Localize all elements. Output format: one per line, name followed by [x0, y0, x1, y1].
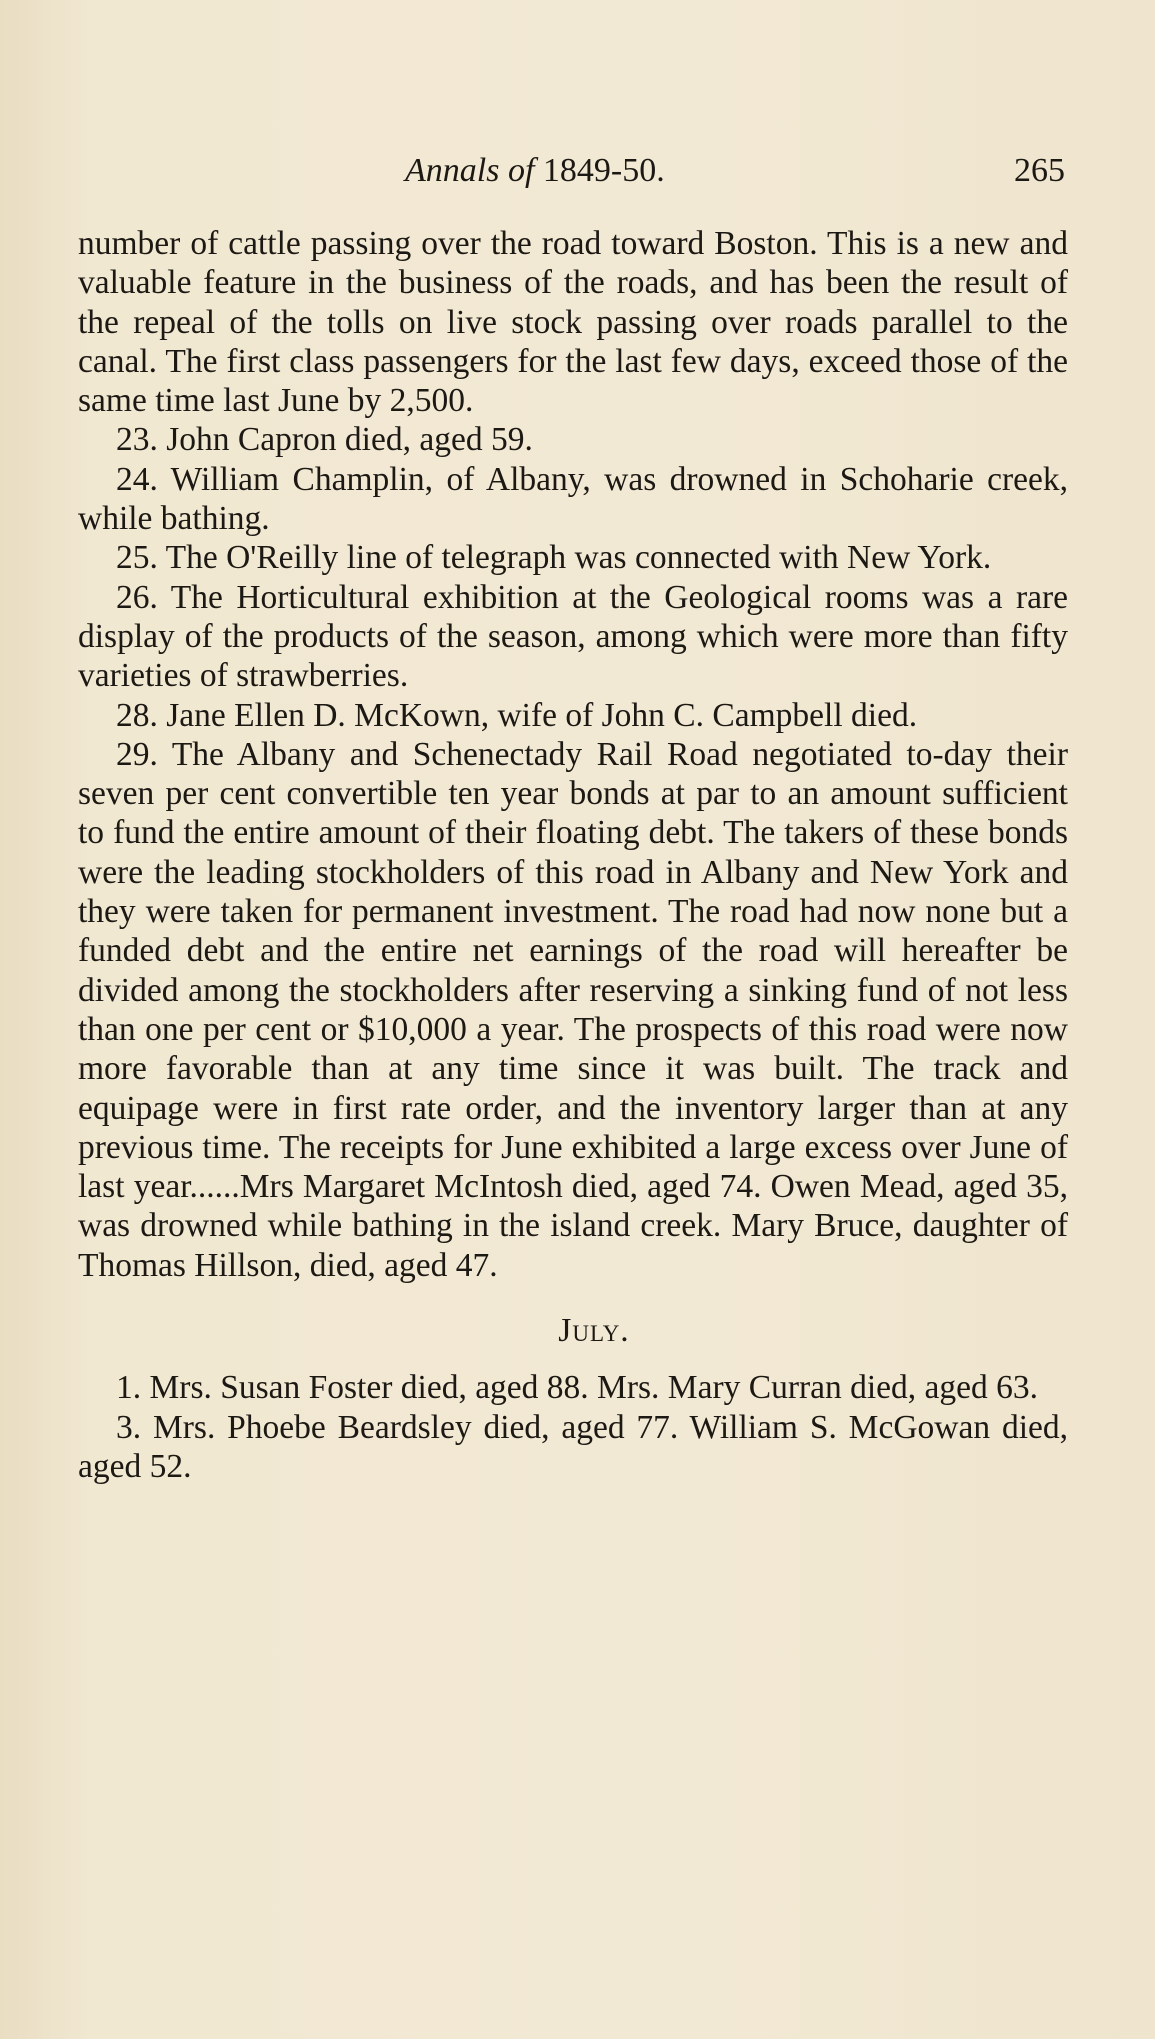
entry-24: 24. William Champlin, of Albany, was drowned in Schoharie creek, while bathing.: [78, 460, 1068, 538]
entry-july-3: 3. Mrs. Phoebe Beardsley died, aged 77. William S. McGowan died, aged 52.: [78, 1408, 1068, 1485]
running-title-italic: Annals of: [405, 152, 535, 189]
running-title: [405, 152, 665, 190]
body-text: [78, 224, 1068, 1486]
entry-26: 26. The Horticultural exhibition at the Geological rooms was a rare display of the products of the season, among which were more than fifty varieties of strawberries.: [78, 578, 1068, 695]
entry-25: 25. The O'Reilly line of telegraph was connected with New York.: [116, 539, 992, 577]
entry-july-1: 1. Mrs. Susan Foster died, aged 88. Mrs. Mary Curran died, aged 63.: [116, 1369, 1039, 1407]
entry-29: 29. The Albany and Schenectady Rail Road negotiated to-day their seven per cent convertible ten year bonds at par to an amount sufficient to fund the entire amount of their floating debt. The takers of these bonds were the leading stockholders of this road in Albany and New York and they were taken for permanent investment. The road had now none but a funded debt and the entire net earnings of the road will hereafter be divided among the stockholders after reserving a sinking fund of not less than one per cent or $10,000 a year. The prospects of this road were now more favorable than at any time since it was built. The track and equipage were in first rate order, and the inventory larger than at any previous time. The receipts for June exhibited a large excess over June of last year......Mrs Margaret McIntosh died, aged 74. Owen Mead, aged 35, was drowned while bathing in the island creek. Mary Bruce, daughter of Thomas Hillson, died, aged 47.: [78, 735, 1068, 1284]
page-number: 265: [1014, 152, 1065, 189]
page-header: [405, 152, 1065, 200]
running-title-years: 1849-50.: [542, 152, 665, 189]
entry-28: 28. Jane Ellen D. McKown, wife of John C. Campbell died.: [116, 696, 918, 734]
paragraph-continuation: number of cattle passing over the road toward Boston. This is a new and valuable feature in the business of the roads, and has been the result of the repeal of the tolls on live stock passing over roads parallel to the canal. The first class passengers for the last few days, exceed those of the same time last June by 2,500.: [78, 225, 1068, 420]
entry-23: 23. John Capron died, aged 59.: [116, 421, 533, 459]
section-heading-july: July.: [558, 1312, 630, 1350]
